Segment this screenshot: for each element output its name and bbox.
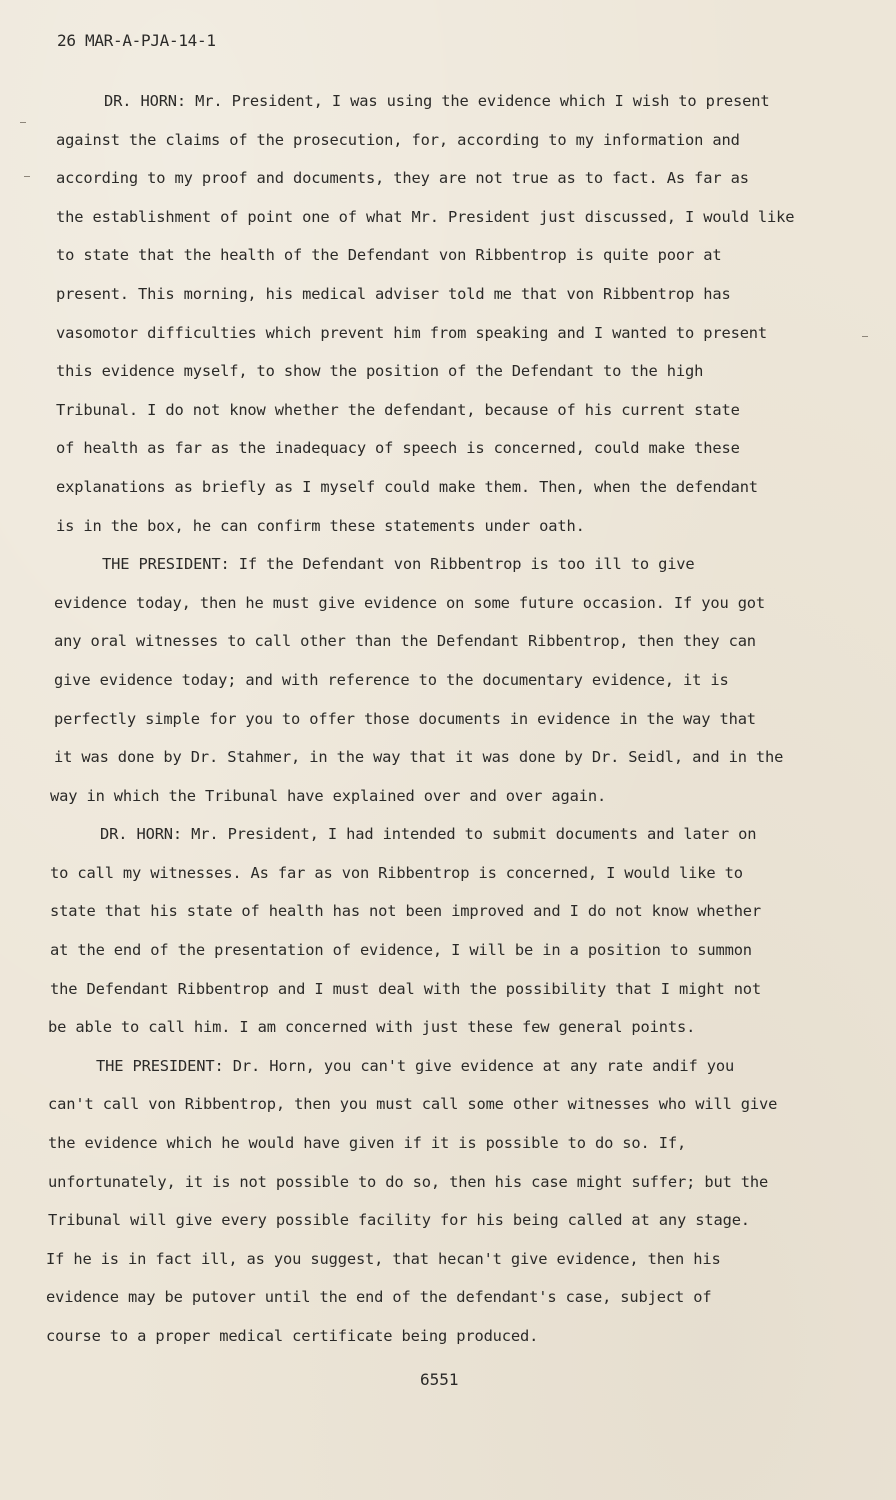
text-line: evidence may be putover until the end of the defendant's case, subject of — [46, 1288, 712, 1307]
text-line: be able to call him. I am concerned with just these few general points. — [48, 1018, 696, 1037]
document-body — [46, 86, 846, 1360]
text-line: to state that the health of the Defendant von Ribbentrop is quite poor at — [56, 246, 722, 265]
page-number: 6551 — [420, 1370, 459, 1389]
text-line: the evidence which he would have given if it is possible to do so. If, — [48, 1134, 687, 1153]
text-line: any oral witnesses to call other than the Defendant Ribbentrop, then they can — [54, 632, 756, 651]
text-line: to call my witnesses. As far as von Ribbentrop is concerned, I would like to — [50, 863, 743, 882]
text-line: evidence today, then he must give evidence on some future occasion. If you got — [54, 593, 766, 612]
text-line: against the claims of the prosecution, for, according to my information and — [56, 130, 740, 149]
text-line: THE PRESIDENT: Dr. Horn, you can't give evidence at any rate andif you — [96, 1056, 735, 1075]
paragraph-1 — [46, 86, 846, 549]
text-line: course to a proper medical certificate being produced. — [46, 1327, 539, 1345]
text-line: present. This morning, his medical adviser told me that von Ribbentrop has — [56, 284, 731, 303]
text-line: DR. HORN: Mr. President, I was using the evidence which I wish to present — [104, 92, 770, 110]
margin-mark — [24, 176, 30, 177]
text-line: according to my proof and documents, they are not true as to fact. As far as — [56, 169, 749, 188]
text-line: this evidence myself, to show the position of the Defendant to the high — [56, 362, 704, 381]
text-line: explanations as briefly as I myself could make them. Then, when the defendant — [56, 477, 758, 496]
margin-mark — [20, 122, 26, 123]
text-line: DR. HORN: Mr. President, I had intended to submit documents and later on — [100, 825, 757, 844]
paragraph-4 — [46, 1051, 846, 1360]
text-line: THE PRESIDENT: If the Defendant von Ribbentrop is too ill to give — [102, 555, 695, 574]
paragraph-2 — [46, 549, 846, 819]
margin-mark — [862, 336, 868, 337]
text-line: state that his state of health has not been improved and I do not know whether — [50, 902, 762, 921]
text-line: of health as far as the inadequacy of speech is concerned, could make these — [56, 439, 740, 458]
text-line: it was done by Dr. Stahmer, in the way that it was done by Dr. Seidl, and in the — [54, 748, 784, 767]
text-line: unfortunately, it is not possible to do so, then his case might suffer; but the — [48, 1172, 769, 1191]
text-line: Tribunal will give every possible facility for his being called at any stage. — [48, 1211, 750, 1230]
text-line: give evidence today; and with reference to the documentary evidence, it is — [54, 670, 729, 689]
text-line: perfectly simple for you to offer those documents in evidence in the way that — [54, 709, 756, 728]
text-line: is in the box, he can confirm these statements under oath. — [56, 516, 585, 535]
text-line: can't call von Ribbentrop, then you must call some other witnesses who will give — [48, 1095, 778, 1114]
text-line: at the end of the presentation of evidence, I will be in a position to summon — [50, 941, 752, 960]
paragraph-3 — [46, 819, 846, 1051]
text-line: the Defendant Ribbentrop and I must deal with the possibility that I might not — [50, 979, 762, 998]
document-header: 26 MAR-A-PJA-14-1 — [57, 31, 216, 50]
text-line: vasomotor difficulties which prevent him from speaking and I wanted to present — [56, 323, 768, 342]
text-line: If he is in fact ill, as you suggest, that hecan't give evidence, then his — [46, 1249, 721, 1268]
text-line: the establishment of point one of what Mr. President just discussed, I would like — [56, 207, 795, 226]
text-line: way in which the Tribunal have explained over and over again. — [50, 786, 607, 805]
text-line: Tribunal. I do not know whether the defendant, because of his current state — [56, 400, 740, 419]
